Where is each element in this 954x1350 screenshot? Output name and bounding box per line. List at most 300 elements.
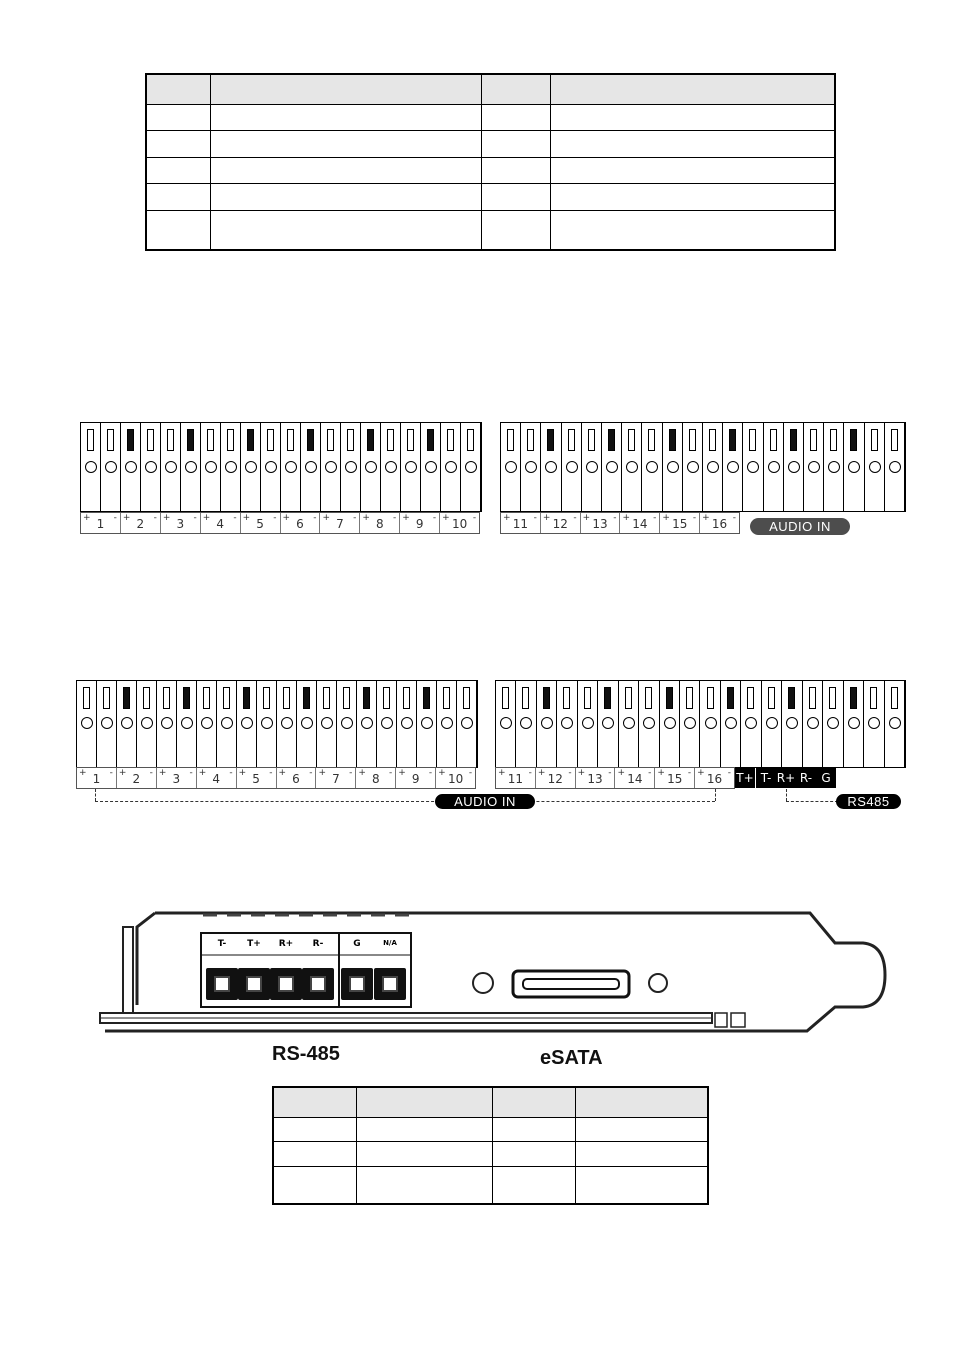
table-cell (211, 131, 482, 158)
channel-label (320, 513, 360, 533)
terminal-cell (341, 423, 361, 511)
channel-label (440, 513, 479, 533)
minus-sign: - (153, 513, 157, 523)
minus-sign: - (309, 768, 313, 778)
plus-sign: + (503, 513, 511, 523)
terminal-hole (828, 461, 840, 473)
terminal-cell (663, 423, 683, 511)
table-cell (482, 74, 551, 104)
terminal-slot (127, 429, 134, 451)
channel-label (536, 768, 576, 788)
channel-number: 8 (375, 517, 384, 531)
terminal-cell (161, 423, 181, 511)
plus-sign: + (537, 768, 546, 778)
channel-label (161, 513, 201, 533)
channel-number: 15 (672, 517, 688, 531)
table-row (273, 1117, 708, 1142)
channel-label (201, 513, 241, 533)
terminal-slot (407, 429, 414, 451)
rs485-label-r-minus: R- (796, 768, 816, 788)
terminal-slot (809, 687, 816, 709)
terminal-slot (247, 429, 254, 451)
terminal-slot (749, 429, 756, 451)
channel-number: 7 (332, 772, 340, 786)
minus-sign: - (692, 513, 697, 523)
audio-in-badge-2: AUDIO IN (435, 794, 535, 809)
table-cell (482, 157, 551, 184)
terminal-cell (201, 423, 221, 511)
table-cell (576, 1167, 709, 1204)
terminal-screw (341, 968, 373, 1000)
table-row (146, 131, 835, 158)
channel-label (615, 768, 655, 788)
terminal-hole (707, 461, 719, 473)
top-table (145, 73, 836, 251)
terminal-hole (786, 717, 798, 729)
minus-sign: - (472, 513, 477, 523)
terminal-slot (871, 429, 878, 451)
channel-number: 4 (212, 772, 220, 786)
terminal-hole (85, 461, 97, 473)
small-part (731, 1013, 745, 1027)
table-cell (551, 74, 836, 104)
channel-number: 2 (136, 517, 145, 531)
channel-label (655, 768, 695, 788)
terminal-slot (648, 429, 655, 451)
channel-label (496, 768, 536, 788)
terminal-hole (626, 461, 638, 473)
terminal-cell (723, 423, 743, 511)
plus-sign: + (622, 513, 631, 523)
channel-label (400, 513, 440, 533)
terminal-cell (762, 681, 782, 767)
card-term-label: R- (312, 939, 324, 949)
led-right (649, 974, 667, 992)
table-cell (576, 1117, 709, 1142)
plus-sign: + (617, 768, 626, 778)
terminal-slot (810, 429, 817, 451)
terminal-cell (844, 681, 864, 767)
channel-number: 5 (256, 517, 264, 531)
terminal-slot (87, 429, 94, 451)
channel-label (660, 513, 700, 533)
terminal-hole (541, 717, 553, 729)
table-cell (493, 1167, 576, 1204)
minus-sign: - (653, 513, 657, 523)
channel-number: 9 (415, 517, 424, 531)
terminal-cell (141, 423, 161, 511)
terminal-hole (745, 717, 757, 729)
terminal-hole (566, 461, 578, 473)
plus-sign: + (657, 768, 665, 778)
terminal-hole (441, 717, 453, 729)
minus-sign: - (109, 768, 113, 778)
channel-label (576, 768, 616, 788)
plus-sign: + (118, 768, 127, 778)
plus-sign: + (358, 768, 366, 778)
terminal-cell (865, 423, 885, 511)
terminal-hole (684, 717, 696, 729)
terminal-hole (185, 461, 197, 473)
terminal-hole (868, 717, 880, 729)
terminal-hole (606, 461, 618, 473)
terminal-slot (829, 687, 836, 709)
minus-sign: - (732, 513, 736, 523)
terminal-hole (385, 461, 397, 473)
terminal-cell (277, 681, 297, 767)
terminal-cell (181, 423, 201, 511)
terminal-cell (521, 423, 541, 511)
terminal-hole (245, 461, 257, 473)
plus-sign: + (122, 513, 131, 523)
table-header-row (146, 74, 835, 104)
channel-label (700, 513, 739, 533)
table-cell (146, 104, 211, 131)
terminal-slot (584, 687, 591, 709)
terminal-hole (889, 461, 901, 473)
channel-label-strip-2-left (76, 767, 476, 789)
minus-sign: - (273, 513, 277, 523)
terminal-hole (664, 717, 676, 729)
terminal-cell (598, 681, 618, 767)
channel-label (316, 768, 356, 788)
channel-label (77, 768, 117, 788)
terminal-hole (161, 717, 173, 729)
channel-number: 15 (667, 772, 683, 786)
terminal-cell (885, 681, 905, 767)
terminal-screw (270, 968, 302, 1000)
terminal-cell (642, 423, 662, 511)
terminal-cell (619, 681, 639, 767)
terminal-hole (520, 717, 532, 729)
terminal-hole (869, 461, 881, 473)
card-term-label: T+ (247, 939, 261, 949)
terminal-slot (747, 687, 754, 709)
terminal-slot (347, 429, 354, 451)
terminal-cell (683, 423, 703, 511)
terminal-slot (243, 687, 250, 709)
terminal-hole (807, 717, 819, 729)
terminal-cell (457, 681, 477, 767)
table-cell (493, 1087, 576, 1117)
terminal-slot (563, 687, 570, 709)
table-cell (211, 104, 482, 131)
terminal-cell (844, 423, 864, 511)
audio-bracket-left (95, 789, 96, 801)
terminal-hole (201, 717, 213, 729)
minus-sign: - (149, 768, 153, 778)
minus-sign: - (568, 768, 572, 778)
channel-label (281, 513, 321, 533)
channel-number: 13 (587, 772, 603, 786)
table-cell (357, 1087, 493, 1117)
terminal-hole (341, 717, 353, 729)
table-cell (551, 157, 836, 184)
terminal-hole (145, 461, 157, 473)
channel-label (121, 513, 161, 533)
terminal-slot (830, 429, 837, 451)
terminal-hole (105, 461, 117, 473)
minus-sign: - (613, 513, 617, 523)
minus-sign: - (233, 513, 237, 523)
terminal-slot (588, 429, 595, 451)
plus-sign: + (438, 768, 446, 778)
terminal-cell (461, 423, 481, 511)
channel-number: 10 (451, 517, 468, 531)
table-cell (482, 184, 551, 211)
terminal-cell (823, 681, 843, 767)
table-cell (146, 184, 211, 211)
terminal-slot (167, 429, 174, 451)
table-cell (493, 1142, 576, 1167)
terminal-slot (666, 687, 673, 709)
terminal-hole (561, 717, 573, 729)
plus-sign: + (702, 513, 710, 523)
terminal-slot (689, 429, 696, 451)
terminal-slot (103, 687, 110, 709)
rs485-bracket-left (786, 789, 787, 801)
terminal-block-1-left (80, 422, 482, 512)
channel-number: 14 (632, 517, 648, 531)
minus-sign: - (432, 513, 437, 523)
minus-sign: - (468, 768, 473, 778)
terminal-slot (669, 429, 676, 451)
table-cell (482, 104, 551, 131)
channel-number: 5 (252, 772, 260, 786)
plus-sign: + (542, 513, 551, 523)
table-cell (273, 1142, 357, 1167)
plus-sign: + (162, 513, 171, 523)
terminal-slot (83, 687, 90, 709)
terminal-slot (543, 687, 550, 709)
table-row (146, 157, 835, 184)
channel-label (396, 768, 436, 788)
channel-label (197, 768, 237, 788)
terminal-hole (788, 461, 800, 473)
terminal-hole (365, 461, 377, 473)
table-cell (211, 184, 482, 211)
channel-label (620, 513, 660, 533)
table-cell (211, 157, 482, 184)
channel-label (356, 768, 396, 788)
terminal-cell (782, 681, 802, 767)
rs485-label-g: G (816, 768, 836, 788)
terminal-cell (117, 681, 137, 767)
bottom-table (272, 1086, 709, 1205)
table-cell (551, 184, 836, 211)
terminal-hole (827, 717, 839, 729)
terminal-cell (639, 681, 659, 767)
channel-label (541, 513, 581, 533)
terminal-slot (307, 429, 314, 451)
terminal-cell (377, 681, 397, 767)
terminal-hole (301, 717, 313, 729)
channel-number: 9 (411, 772, 420, 786)
table-cell (357, 1117, 493, 1142)
terminal-hole (727, 461, 739, 473)
terminal-hole (848, 461, 860, 473)
terminal-slot (891, 687, 898, 709)
minus-sign: - (193, 513, 197, 523)
terminal-block-1-right (500, 422, 906, 512)
terminal-cell (516, 681, 536, 767)
channel-number: 7 (336, 517, 344, 531)
terminal-hole (381, 717, 393, 729)
card-term-label: R+ (278, 939, 294, 949)
table-cell (146, 131, 211, 158)
terminal-slot (287, 429, 294, 451)
terminal-slot (267, 429, 274, 451)
plus-sign: + (278, 768, 287, 778)
terminal-cell (864, 681, 884, 767)
table-cell (146, 210, 211, 250)
terminal-cell (301, 423, 321, 511)
channel-label (277, 768, 317, 788)
plus-sign: + (402, 513, 410, 523)
terminal-hole (500, 717, 512, 729)
terminal-cell (764, 423, 784, 511)
channel-number: 4 (216, 517, 224, 531)
terminal-hole (165, 461, 177, 473)
terminal-cell (401, 423, 421, 511)
terminal-hole (725, 717, 737, 729)
terminal-slot (223, 687, 230, 709)
terminal-cell (602, 423, 622, 511)
plus-sign: + (662, 513, 670, 523)
minus-sign: - (349, 768, 353, 778)
terminal-cell (660, 681, 680, 767)
terminal-hole (241, 717, 253, 729)
terminal-hole (405, 461, 417, 473)
table-cell (211, 210, 482, 250)
terminal-hole (646, 461, 658, 473)
channel-label (81, 513, 121, 533)
terminal-hole (425, 461, 437, 473)
terminal-slot (163, 687, 170, 709)
terminal-slot (522, 687, 529, 709)
terminal-cell (221, 423, 241, 511)
terminal-slot (768, 687, 775, 709)
terminal-hole (582, 717, 594, 729)
led-left (473, 973, 493, 993)
terminal-cell (417, 681, 437, 767)
table-row (146, 184, 835, 211)
card-term-label: T- (217, 939, 227, 949)
terminal-cell (784, 423, 804, 511)
terminal-hole (101, 717, 113, 729)
channel-label (157, 768, 197, 788)
terminal-hole (421, 717, 433, 729)
table-cell (576, 1142, 709, 1167)
terminal-cell (337, 681, 357, 767)
audio-in-badge: AUDIO IN (750, 518, 850, 535)
channel-label (360, 513, 400, 533)
plus-sign: + (577, 768, 586, 778)
terminal-cell (321, 423, 341, 511)
terminal-hole (285, 461, 297, 473)
terminal-hole (525, 461, 537, 473)
terminal-screw (374, 968, 406, 1000)
terminal-hole (461, 717, 473, 729)
terminal-hole (281, 717, 293, 729)
channel-label (436, 768, 475, 788)
terminal-hole (141, 717, 153, 729)
terminal-hole (81, 717, 93, 729)
terminal-cell (804, 423, 824, 511)
minus-sign: - (533, 513, 537, 523)
terminal-hole (505, 461, 517, 473)
terminal-hole (261, 717, 273, 729)
table-cell (357, 1142, 493, 1167)
table-cell (551, 131, 836, 158)
terminal-hole (265, 461, 277, 473)
bracket-edge (137, 913, 155, 1005)
table-cell (493, 1117, 576, 1142)
terminal-cell (317, 681, 337, 767)
terminal-cell (562, 423, 582, 511)
terminal-slot (283, 687, 290, 709)
terminal-cell (537, 681, 557, 767)
terminal-slot (463, 687, 470, 709)
terminal-cell (622, 423, 642, 511)
channel-number: 12 (547, 772, 563, 786)
card-term-label: N/A (383, 939, 397, 947)
plus-sign: + (202, 513, 211, 523)
esata-caption: eSATA (540, 1047, 603, 1069)
terminal-slot (427, 429, 434, 451)
terminal-screw (238, 968, 270, 1000)
plus-sign: + (79, 768, 87, 778)
terminal-hole (361, 717, 373, 729)
terminal-slot (568, 429, 575, 451)
terminal-cell (121, 423, 141, 511)
terminal-hole (125, 461, 137, 473)
table-row (273, 1167, 708, 1204)
channel-number: 6 (292, 772, 300, 786)
terminal-hole (181, 717, 193, 729)
channel-label-strip-1-left (80, 512, 480, 534)
plus-sign: + (242, 513, 251, 523)
channel-number: 14 (627, 772, 643, 786)
channel-number: 12 (552, 517, 568, 531)
plus-sign: + (318, 768, 326, 778)
minus-sign: - (269, 768, 273, 778)
channel-number: 2 (132, 772, 141, 786)
terminal-slot (263, 687, 270, 709)
terminal-cell (361, 423, 381, 511)
table-cell (482, 210, 551, 250)
terminal-cell (197, 681, 217, 767)
terminal-cell (281, 423, 301, 511)
terminal-hole (889, 717, 901, 729)
terminal-block-2-right (495, 680, 906, 768)
terminal-cell (803, 681, 823, 767)
terminal-slot (850, 687, 857, 709)
minus-sign: - (189, 768, 193, 778)
channel-number: 10 (447, 772, 464, 786)
terminal-slot (327, 429, 334, 451)
terminal-slot (107, 429, 114, 451)
minus-sign: - (229, 768, 233, 778)
terminal-hole (766, 717, 778, 729)
channel-number: 16 (711, 517, 728, 531)
terminal-cell (101, 423, 121, 511)
terminal-slot (608, 429, 615, 451)
terminal-cell (241, 423, 261, 511)
terminal-cell (297, 681, 317, 767)
terminal-cell (81, 423, 101, 511)
channel-number: 6 (296, 517, 304, 531)
